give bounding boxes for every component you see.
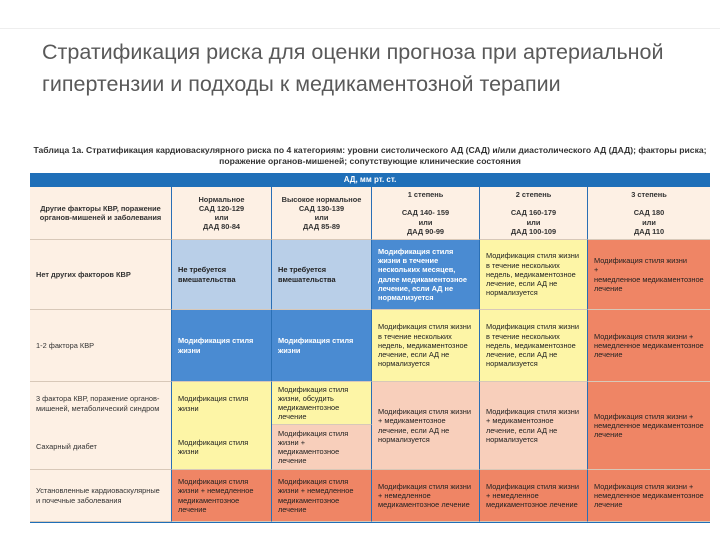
divider xyxy=(0,28,720,29)
row-label: 1-2 фактора КВР xyxy=(30,310,172,382)
table-cell: Модификация стиля жизни + немедленное медикаментозное лечение xyxy=(172,470,272,522)
table-cell: Модификация стиля жизни xyxy=(172,425,272,470)
header-normal: Нормальное САД 120-129 или ДАД 80-84 xyxy=(172,187,272,240)
table-cell: Модификация стиля жизни в течение нескольких недель, медикаментозное лечение, если АД не нормализуется xyxy=(480,310,588,382)
table-cell: Модификация стиля жизни + медикаментозное лечение, если АД не нормализуется xyxy=(480,382,588,470)
header-factors: Другие факторы КВР, поражение органов-мишеней и заболевания xyxy=(30,187,172,240)
slide-title: Стратификация риска для оценки прогноза при артериальной гипертензии и подходы к медикаментозной терапии xyxy=(42,40,664,96)
table-cell: Модификация стиля жизни + немедленное медикаментозное лечение xyxy=(372,470,480,522)
risk-table xyxy=(30,187,710,523)
table-cell: Модификация стиля жизни в течение нескольких недель, медикаментозное лечение, если АД не нормализуется xyxy=(480,240,588,310)
table-cell: Модификация стиля жизни xyxy=(172,310,272,382)
header-grade-3: 3 степень САД 180 или ДАД 110 xyxy=(588,187,710,240)
row-label: 3 фактора КВР, поражение органов-мишеней, метаболический синдром xyxy=(30,382,172,425)
header-high-normal: Высокое нормальное САД 130-139 или ДАД 85-89 xyxy=(272,187,372,240)
table-cell: Модификация стиля жизни + медикаментозное лечение, если АД не нормализуется xyxy=(372,382,480,470)
table-cell: Модификация стиля жизни + немедленное медикаментозное лечение xyxy=(480,470,588,522)
table-cell: Модификация стиля жизни + немедленное медикаментозное лечение xyxy=(588,310,710,382)
header-grade-1: 1 степень САД 140- 159 или ДАД 90-99 xyxy=(372,187,480,240)
table-cell: Модификация стиля жизни, обсудить медикаментозное лечение xyxy=(272,382,372,425)
table-cell: Модификация стиля жизни + немедленное медикаментозное лечение xyxy=(588,470,710,522)
table-cell: Модификация стиля жизни в течение нескольких недель, медикаментозное лечение, если АД не нормализуется xyxy=(372,310,480,382)
table-cell: Модификация стиля жизни xyxy=(272,310,372,382)
header-grade-2: 2 степень САД 160-179 или ДАД 100-109 xyxy=(480,187,588,240)
bp-header: АД, мм рт. ст. xyxy=(30,173,710,187)
table-cell: Модификация стиля жизни + немедленное медикаментозное лечение xyxy=(272,470,372,522)
table-caption: Таблица 1а. Стратификация кардиоваскулярного риска по 4 категориям: уровни систолического АД (САД) и/или диастолического АД (ДАД); факторы риска; поражение органов-мишеней; сопутствующие клинические состояния xyxy=(33,145,707,166)
table-cell: Модификация стиля жизни xyxy=(172,382,272,425)
row-label: Нет других факторов КВР xyxy=(30,240,172,310)
table-cell: Модификация стиля жизни + медикаментозное лечение xyxy=(272,425,372,470)
table-cell: Модификация стиля жизни + немедленное медикаментозное лечение xyxy=(588,240,710,310)
row-label: Сахарный диабет xyxy=(30,425,172,470)
row-label: Установленные кардиоваскулярные и почечные заболевания xyxy=(30,470,172,522)
table-cell: Не требуется вмешательства xyxy=(172,240,272,310)
table-cell: Не требуется вмешательства xyxy=(272,240,372,310)
table-cell: Модификация стиля жизни + немедленное медикаментозное лечение xyxy=(588,382,710,470)
table-cell: Модификация стиля жизни в течение нескольких месяцев, далее медикаментозное лечение, если АД не нормализуется xyxy=(372,240,480,310)
